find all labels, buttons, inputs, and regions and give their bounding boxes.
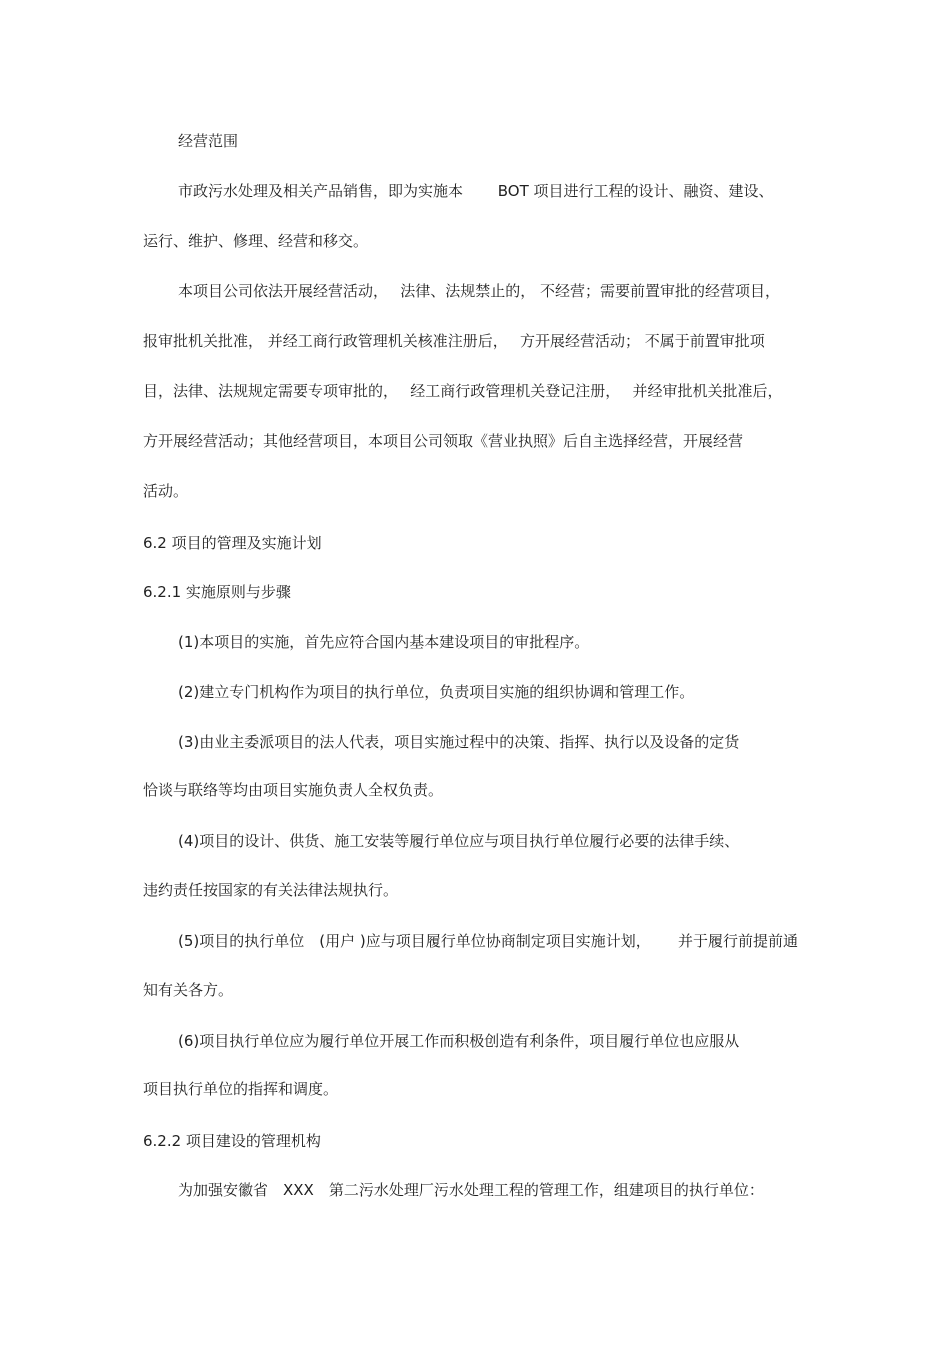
list-item-continuation: 项目执行单位的指挥和调度。 [143,1080,339,1098]
paragraph-line: 活动。 [143,482,189,500]
paragraph-line: 本项目公司依法开展经营活动， 法律、法规禁止的， 不经营；需要前置审批的经营项目， [178,282,781,300]
paragraph-line: 目，法律、法规规定需要专项审批的， 经工商行政管理机关登记注册， 并经审批机关批准后， [143,382,783,400]
list-item: (2)建立专门机构作为项目的执行单位，负责项目实施的组织协调和管理工作。 [178,683,695,701]
section-heading: 6.2 项目的管理及实施计划 [143,534,322,552]
paragraph-line: 市政污水处理及相关产品销售，即为实施本 BOT 项目进行工程的设计、融资、建设、 [178,182,774,200]
list-item: (6)项目执行单位应为履行单位开展工作而积极创造有利条件，项目履行单位也应服从 [178,1032,740,1050]
paragraph-line: 为加强安徽省 XXX 第二污水处理厂污水处理工程的管理工作，组建项目的执行单位： [178,1181,764,1199]
paragraph-line: 经营范围 [178,132,239,150]
subsection-heading: 6.2.2 项目建设的管理机构 [143,1132,321,1150]
paragraph-line: 运行、维护、修理、经营和移交。 [143,232,369,250]
list-item: (1)本项目的实施，首先应符合国内基本建设项目的审批程序。 [178,633,590,651]
list-item-continuation: 知有关各方。 [143,981,234,999]
paragraph-line: 报审批机关批准， 并经工商行政管理机关核准注册后， 方开展经营活动； 不属于前置审批项 [143,332,765,350]
list-item-continuation: 恰谈与联络等均由项目实施负责人全权负责。 [143,781,444,799]
subsection-heading: 6.2.1 实施原则与步骤 [143,583,291,601]
list-item: (4)项目的设计、供货、施工安装等履行单位应与项目执行单位履行必要的法律手续、 [178,832,740,850]
paragraph-line: 方开展经营活动；其他经营项目，本项目公司领取《营业执照》后自主选择经营，开展经营 [143,432,744,450]
list-item: (3)由业主委派项目的法人代表，项目实施过程中的决策、指挥、执行以及设备的定货 [178,733,740,751]
list-item: (5)项目的执行单位 (用户 )应与项目履行单位协商制定项目实施计划， 并于履行前提前通 [178,932,798,950]
list-item-continuation: 违约责任按国家的有关法律法规执行。 [143,881,399,899]
